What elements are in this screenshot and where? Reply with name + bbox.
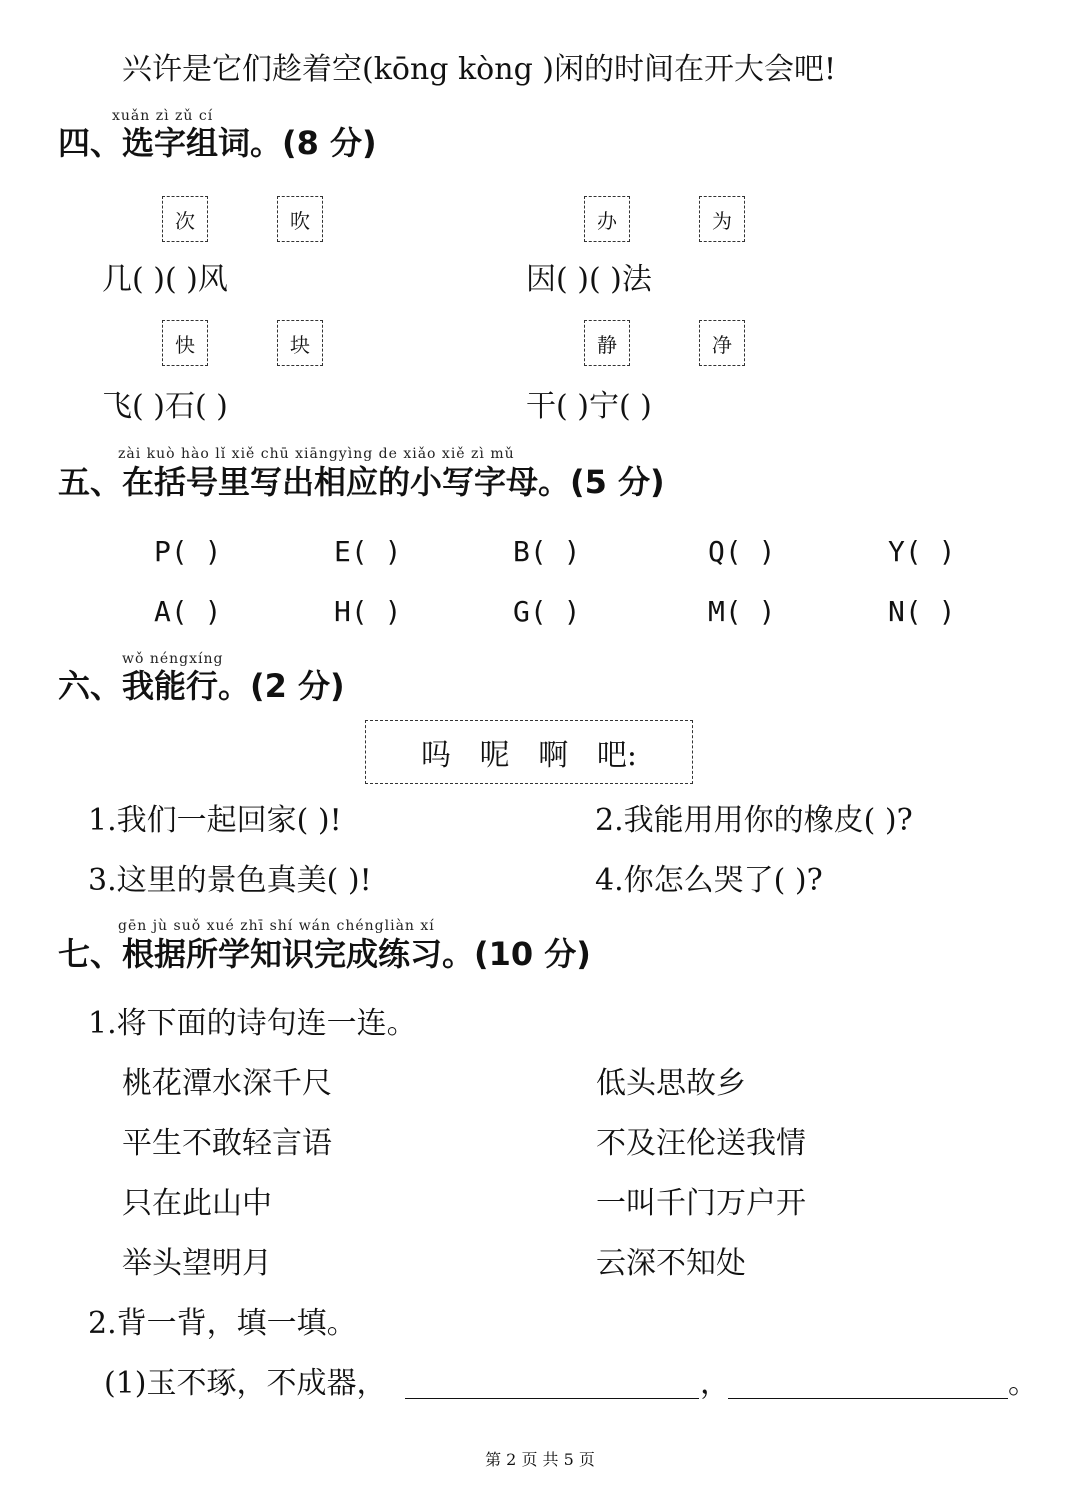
section6-title: 六、我能行。(2 分): [58, 667, 345, 705]
char-choice-box: 次: [162, 196, 208, 242]
particle-choices-box: [365, 720, 693, 784]
letter-fill[interactable]: Q( ): [708, 535, 776, 568]
poem-left-line[interactable]: 只在此山中: [122, 1186, 272, 1221]
letter-fill[interactable]: G( ): [513, 595, 581, 628]
poem-right-line[interactable]: 一叫千门万户开: [596, 1186, 806, 1221]
sentence-fill[interactable]: 1.我们一起回家( )!: [88, 803, 342, 838]
char-choice-box: 办: [584, 196, 630, 242]
sentence-fill[interactable]: 4.你怎么哭了( )?: [595, 863, 823, 898]
poem-right-line[interactable]: 低头思故乡: [596, 1066, 746, 1101]
section5-pinyin: zài kuò hào lǐ xiě chū xiāngyìng de xiǎo xiě zì mǔ: [118, 446, 515, 462]
page-footer: 第 2 页 共 5 页: [485, 1450, 595, 1469]
intro-line: 兴许是它们趁着空(kōng kòng )闲的时间在开大会吧!: [122, 52, 837, 87]
section7-title: 七、根据所学知识完成练习。(10 分): [58, 935, 591, 973]
letter-fill[interactable]: N( ): [888, 595, 956, 628]
char-choice-box: 净: [699, 320, 745, 366]
particle-choices: 吗 呢 啊 吧:: [421, 738, 637, 773]
char-choice-box: 静: [584, 320, 630, 366]
q2-item-prefix: (1)玉不琢，不成器，: [104, 1366, 387, 1401]
q2-title: 2.背一背，填一填。: [88, 1306, 357, 1341]
letter-fill[interactable]: Y( ): [888, 535, 956, 568]
poem-left-line[interactable]: 举头望明月: [122, 1246, 272, 1281]
poem-right-line[interactable]: 云深不知处: [596, 1246, 746, 1281]
letter-fill[interactable]: E( ): [334, 535, 402, 568]
section4-title: 四、选字组词。(8 分): [58, 124, 377, 162]
section5-title: 五、在括号里写出相应的小写字母。(5 分): [58, 463, 665, 501]
q2-end: 。: [1008, 1366, 1038, 1401]
word-fill-row[interactable]: 干( )宁( ): [526, 389, 652, 424]
char-choice-box: 快: [162, 320, 208, 366]
word-fill-row[interactable]: 飞( )石( ): [102, 389, 228, 424]
answer-blank-1[interactable]: [405, 1398, 699, 1399]
letter-fill[interactable]: B( ): [513, 535, 581, 568]
poem-right-line[interactable]: 不及汪伦送我情: [596, 1126, 806, 1161]
word-fill-row[interactable]: 因( )( )法: [526, 262, 652, 297]
sentence-fill[interactable]: 3.这里的景色真美( )!: [88, 863, 372, 898]
word-fill-row[interactable]: 几( )( )风: [102, 262, 228, 297]
answer-blank-2[interactable]: [728, 1398, 1008, 1399]
char-choice-box: 为: [699, 196, 745, 242]
poem-left-line[interactable]: 桃花潭水深千尺: [122, 1066, 332, 1101]
section6-pinyin: wǒ néngxíng: [122, 651, 224, 667]
char-choice-box: 块: [277, 320, 323, 366]
letter-fill[interactable]: H( ): [334, 595, 402, 628]
letter-fill[interactable]: P( ): [154, 535, 222, 568]
q1-title: 1.将下面的诗句连一连。: [88, 1006, 417, 1041]
poem-left-line[interactable]: 平生不敢轻言语: [122, 1126, 332, 1161]
q2-comma: ，: [700, 1366, 730, 1401]
section4-pinyin: xuǎn zì zǔ cí: [112, 108, 214, 124]
letter-fill[interactable]: M( ): [708, 595, 776, 628]
letter-fill[interactable]: A( ): [154, 595, 222, 628]
char-choice-box: 吹: [277, 196, 323, 242]
section7-pinyin: gēn jù suǒ xué zhī shí wán chéngliàn xí: [118, 918, 435, 934]
sentence-fill[interactable]: 2.我能用用你的橡皮( )?: [595, 803, 913, 838]
